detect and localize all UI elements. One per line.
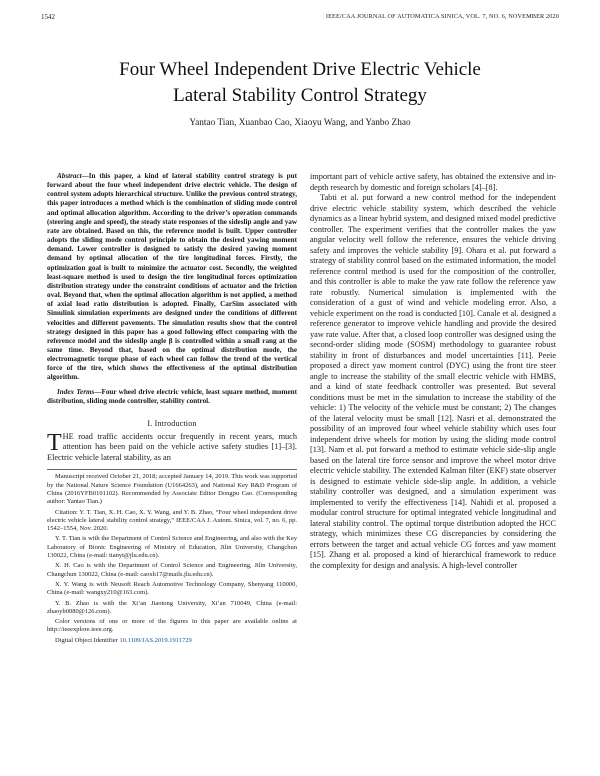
footnote-author-wang: X. Y. Wang is with Neusoft Reach Automotive Technology Company, Shenyang 110000, China (e-mail: wangxy210@163.com). bbox=[47, 580, 297, 597]
abstract bbox=[47, 172, 297, 383]
footnote-author-cao: X. H. Cao is with the Department of Control Science and Engineering, Jilin University, Changchun 130022, China (e-mail: caoxh17@mails.jlu.edu.cn). bbox=[47, 562, 297, 578]
right-column bbox=[310, 172, 556, 571]
doi-label: Digital Object Identifier bbox=[55, 636, 120, 644]
left-column bbox=[47, 172, 297, 645]
footnote-color-versions: Color versions of one or more of the figures in this paper are available online at http://ieeexplore.ieee.org. bbox=[47, 618, 297, 634]
abstract-text: —In this paper, a kind of lateral stability control strategy is put forward about the four wheel independent drive electric vehicle. The design of control system adopts hierarchical structure. Unlike the previous control strategy, this paper introduces a method which is the combination of sliding mode control and optimal allocation algorithm. According to the driver’s operation commands (steering angle and speed), the steady state responses of the sideslip angle and yaw rate are obtained. Based on this, the reference model is built. Upper controller adopts the sliding mode control principle to obtain the desired yawing moment demand. Lower controller is designed to satisfy the desired yawing moment demand by optimal allocation of the tire longitudinal forces. Firstly, the optimization goal is built to minimize the actuator cost. Secondly, the weighted least-square method is used to design the tire longitudinal forces optimization distribution strategy under the constraint conditions of actuator and the friction oval. Beyond that, when the optimal allocation algorithm is not applied, a method of axial load ratio distribution is adopted. Finally, CarSim associated with Simulink simulation experiments are designed under the conditions of different velocities and different pavements. The simulation results show that the control strategy designed in this paper has a good following effect comparing with the reference model and the sideslip angle β is controlled within a small rang at the same time. Beyond that, based on the optimal distribution mode, the electromagnetic torque phase of each wheel can follow the trend of the vertical force of the tire, which shows the effectiveness of the optimal distribution algorithm. bbox=[47, 172, 297, 382]
footnotes bbox=[47, 469, 297, 645]
footnote-citation: Citation: Y. T. Tian, X. H. Cao, X. Y. Wang, and Y. B. Zhao, “Four wheel independent drive electric vehicle lateral stability control strategy,” IEEE/CAA J. Autom. Sinica, vol. 7, no. 6, pp. 1542–1554, Nov. 2020. bbox=[47, 508, 297, 533]
paper-title bbox=[30, 57, 570, 109]
section-heading-introduction: I. Introduction bbox=[147, 418, 197, 428]
doi-link[interactable]: 10.1109/JAS.2019.1911729 bbox=[119, 636, 192, 644]
title-line-2: Lateral Stability Control Strategy bbox=[173, 85, 427, 106]
title-line-1: Four Wheel Independent Drive Electric Vehicle bbox=[119, 59, 481, 80]
page-number: 1542 bbox=[41, 13, 55, 21]
body-paragraph-continued: important part of vehicle active safety, has obtained the extensive and in-depth research by domestic and foreign scholars [4]–[8]. bbox=[310, 172, 556, 192]
body-paragraph-related-work: Tabti et al. put forward a new control method for the independent drive electric vehicle stability system, which described the vehicle dynamics as a linear hybrid system, and designed mixed model predictive controller. The experiment verifies that the controller makes the yaw angular velocity well follow the reference, ensures the vehicle driving safety and improves the vehicle stability [9]. Ohara et al. put forward a strategy of stability control based on the estimated information, the model reference control method is used for the composition of the controller, and this controller is able to make the yaw rate follow the reference yaw rate robustly. Numerical simulation is implemented with the consideration of a gust of wind and vehicle modeling error. Also, a vehicle experiment on the road is conducted [10]. Canale et al. designed a reference generator to improve vehicle handling and provide the desired yaw rate value. After that, a closed loop controller was designed using the second-order sliding mode (SOSM) methodology to guarantee robust stability in front of disturbances and model uncertainties [11]. Peeie proposed a direct yaw moment control (DYC) using the front tire steer angle to increase the stability of the small electric vehicle with HMBS, and a kind of state feedback controller was presented. But several conditions must be met in the simulation to increase the stability of the vehicle: 1) The velocity of the vehicle must be constant; 2) The changes of the lateral velocity must be small [12]. Nasri et al. demonstrated the possibility of an improved four wheel vehicle stability which uses four independent drive wheels for motion by using the sliding mode control [13]. Nam et al. put forward a method to estimate vehicle side-slip angle based on the lateral tire force sensor and improve the wheel motor drive electric vehicle stability. The extended Kalman filter (EKF) state observer is designed to estimate vehicle side-slip angle. In addition, a vehicle stability controller was designed, and a simulation experiment was implemented to verify the effectiveness [14]. Nahidi et al. proposed a modular control structure for optimal integrated vehicle longitudinal and lateral stability control. The optimal torque distribution adopted the HCC strategy, which minimizes these CG discrepancies by considering the errors between the target and actual vehicle CG forces and yaw moment [15]. Zhang et al. proposed a kind of hierarchical framework to reduce the complexity for design and analysis. A high-level controller bbox=[310, 193, 556, 570]
footnote-author-zhao: Y. B. Zhao is with the Xi’an Jiaotong University, Xi’an 710049, China (e-mail: zhaoyb0080@126.com). bbox=[47, 599, 297, 615]
journal-header: IEEE/CAA JOURNAL OF AUTOMATICA SINICA, VOL. 7, NO. 6, NOVEMBER 2020 bbox=[325, 13, 559, 20]
footnote-manuscript: Manuscript received October 21, 2018; accepted January 14, 2019. This work was supported by the National Nature Science Foundation (U1664263), and National Key R&D Program of China (2016YFB0101102). Recommended by Associate Editor Dongpu Cao. (Corresponding author: Yantao Tian.) bbox=[47, 473, 297, 506]
doi-line bbox=[47, 637, 297, 645]
index-terms-text: —Four wheel drive electric vehicle, least square method, moment distribution, sliding mode controller, stability control. bbox=[47, 387, 297, 405]
footnote-author-tian: Y. T. Tian is with the Department of Control Science and Engineering, and also with the Key Laboratory of Bionic Engineering of Ministry of Education, Jilin University, Changchun 130022, China (e-mail: tianyt@jlu.edu.cn). bbox=[47, 535, 297, 560]
author-list: Yantao Tian, Xuanbao Cao, Xiaoyu Wang, and Yanbo Zhao bbox=[189, 118, 411, 128]
index-terms bbox=[47, 388, 297, 406]
abstract-lead: Abstract bbox=[57, 172, 82, 180]
intro-text: HE road traffic accidents occur frequently in recent years, much attention has been paid on the vehicle active safety studies [1]–[3]. Electric vehicle lateral stability, as an bbox=[47, 431, 297, 462]
index-terms-lead: Index Terms bbox=[57, 387, 95, 396]
intro-paragraph bbox=[47, 429, 297, 464]
drop-cap: T bbox=[47, 429, 62, 456]
